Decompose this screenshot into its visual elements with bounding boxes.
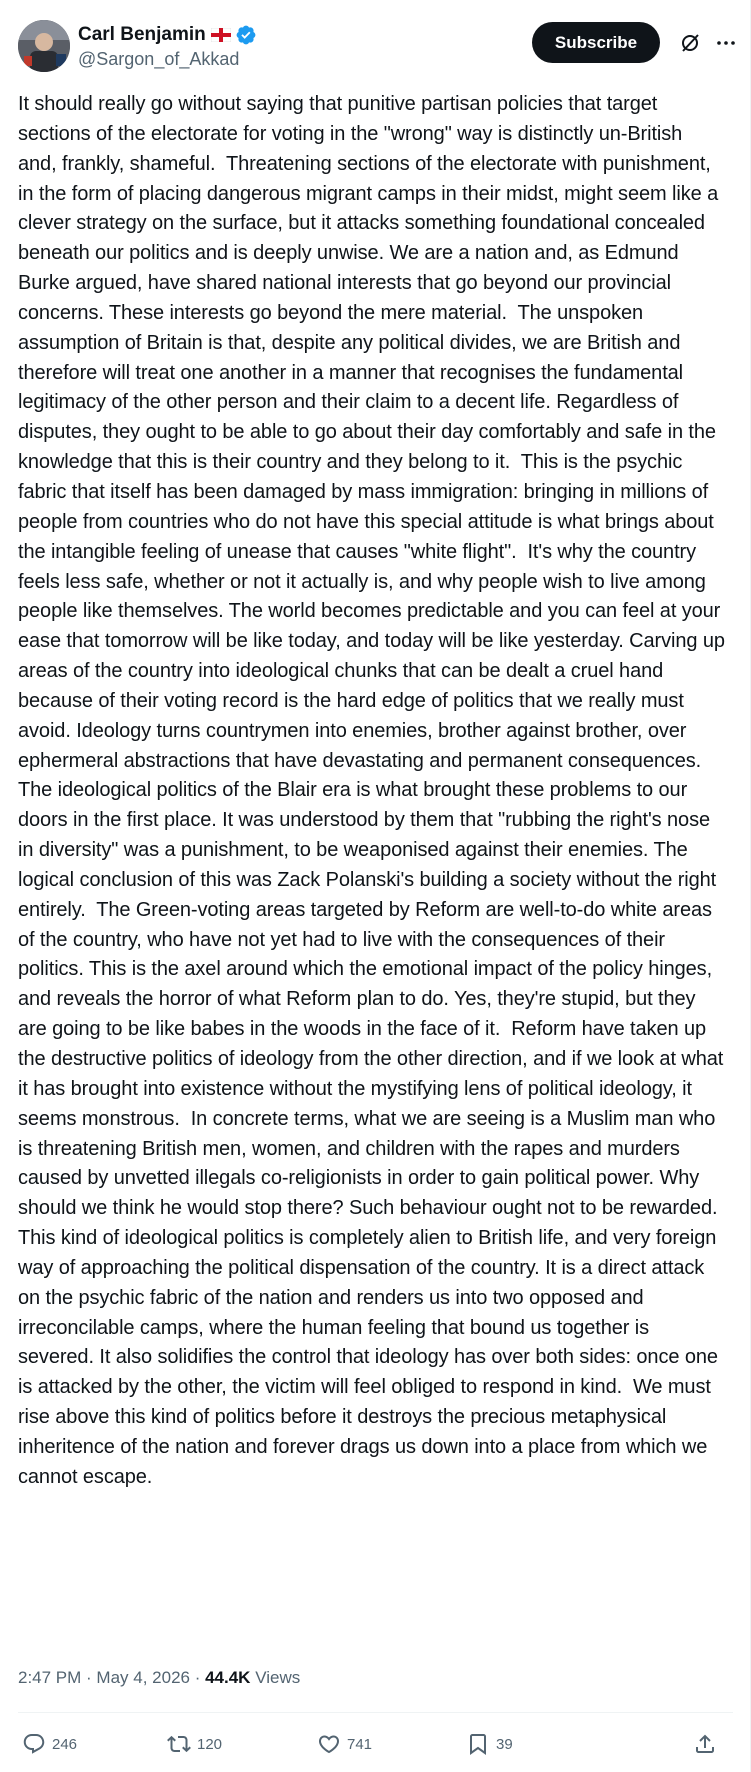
repost-icon [167, 1732, 191, 1756]
more-icon[interactable] [714, 31, 738, 55]
like-button[interactable] [317, 1728, 372, 1760]
repost-button[interactable] [167, 1728, 222, 1760]
bookmark-count: 39 [496, 1735, 513, 1753]
views-count[interactable]: 44.4K [205, 1668, 251, 1687]
england-flag-icon [211, 28, 231, 42]
tweet-header [18, 18, 733, 74]
tweet-time[interactable]: 2:47 PM [18, 1668, 82, 1687]
bookmark-button[interactable] [466, 1728, 513, 1760]
author-names [78, 23, 257, 70]
views-label: Views [250, 1668, 301, 1687]
subscribe-button[interactable]: Subscribe [532, 22, 660, 63]
meta-separator-2: · [189, 1668, 206, 1687]
grok-icon[interactable] [678, 31, 702, 55]
tweet-date[interactable]: May 4, 2026 [96, 1668, 190, 1687]
like-count: 741 [347, 1735, 373, 1753]
divider [18, 1712, 733, 1713]
share-button[interactable] [693, 1728, 717, 1760]
display-name-row [78, 23, 257, 47]
tweet-meta [18, 1668, 300, 1688]
meta-separator: · [81, 1668, 97, 1687]
reply-icon [22, 1732, 46, 1756]
verified-badge-icon[interactable] [235, 24, 257, 46]
author-handle[interactable]: @Sargon_of_Akkad [78, 49, 240, 69]
action-bar [18, 1728, 733, 1760]
bookmark-icon [466, 1732, 490, 1756]
share-icon [693, 1732, 717, 1756]
avatar[interactable] [18, 20, 70, 72]
display-name[interactable]: Carl Benjamin [78, 24, 206, 45]
reply-button[interactable] [22, 1728, 77, 1760]
repost-count: 120 [197, 1735, 223, 1753]
reply-count: 246 [52, 1735, 78, 1753]
like-icon [317, 1732, 341, 1756]
tweet-text: It should really go without saying that punitive partisan policies that target sections of the electorate for voting in the "wrong" way is distinctly un-British and, frankly, shameful. Threatening sections of the electorate with punishment, in the form of placing dangerous migrant camps in their midst, might seem like a clever strategy on the surface, but it attacks something foundational concealed beneath our politics and is deeply unwise. We are a nation and, as Edmund Burke argued, have shared national interests that go beyond our provincial concerns. These interests go beyond the mere material. The unspoken assumption of Britain is that, despite any political divides, we are British and therefore will treat one another in a manner that recognises the fundamental legitimacy of the other person and their claim to a decent life. Regardless of disputes, they ought to be able to go about their day comfortably and safe in the knowledge that this is their country and they belong to it. This is the psychic fabric that itself has been damaged by mass immigration: bringing in millions of people from countries who do not have this special attitude is what brings about the intangible feeling of unease that causes "white flight". It's why the country feels less safe, whether or not it actually is, and why people wish to live among people like themselves. The world becomes predictable and you can feel at your ease that tomorrow will be like today, and today will be like yesterday. Carving up areas of the country into ideological chunks that can be dealt a cruel hand because of their voting record is the hard edge of politics that we really must avoid. Ideology turns countrymen into enemies, brother against brother, over ephermeral abstractions that have devastating and permanent consequences. The ideological politics of the Blair era is what brought these problems to our doors in the first place. It was understood by them that "rubbing the right's nose in diversity" was a punishment, to be weaponised against their enemies. The logical conclusion of this was Zack Polanski's building a society without the right entirely. The Green-voting areas targeted by Reform are well-to-do white areas of the country, who have not yet had to live with the consequences of their politics. This is the axel around which the emotional impact of the policy hinges, and reveals the horror of what Reform plan to do. Yes, they're stupid, but they are going to be like babes in the woods in the face of it. Reform have taken up the destructive politics of ideology from the other direction, and if we look at what it has brought into existence without the mystifying lens of political ideology, it seems monstrous. In concrete terms, what we are seeing is a Muslim man who is threatening British men, women, and children with the rapes and murders caused by unvetted illegals co-religionists in order to gain political power. Why should we think he would stop there? Such behaviour ought not to be rewarded. This kind of ideological politics is completely alien to British life, and very foreign way of approaching the political dispensation of the country. It is a direct attack on the psychic fabric of the nation and renders us into two opposed and irreconcilable camps, where the human feeling that bound us together is severed. It also solidifies the control that ideology has over both sides: once one is attacked by the other, the victim will feel obliged to respond in kind. We must rise above this kind of politics before it destroys the precious metaphysical inheritence of the nation and forever drags us down into a place from which we cannot escape. [18, 93, 731, 1488]
